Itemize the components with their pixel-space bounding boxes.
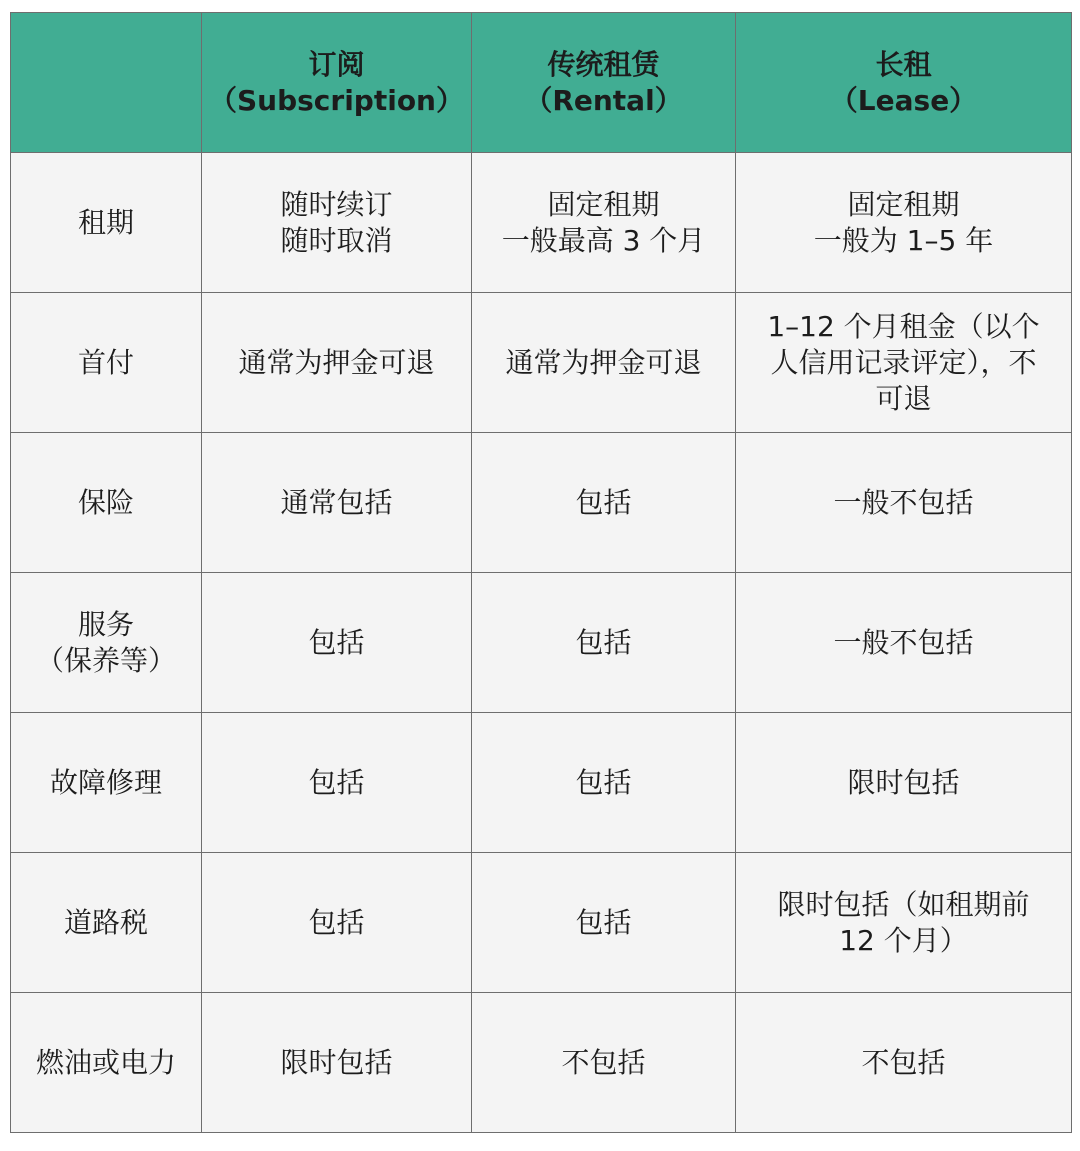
cell-subscription [202, 853, 472, 993]
cell-subscription [202, 293, 472, 433]
row-label-cell [11, 573, 202, 713]
header-rental-name: 传统租赁 [547, 47, 660, 81]
cell-subscription [202, 573, 472, 713]
cell-text: 固定租期 [847, 187, 960, 221]
cell-lease [736, 573, 1072, 713]
header-rental [472, 13, 736, 153]
row-label-cell [11, 153, 202, 293]
cell-text: 通常为押金可退 [238, 345, 435, 379]
cell-text: 一般为 1–5 年 [813, 223, 994, 257]
row-label-text: 首付 [77, 345, 134, 379]
table-header [11, 13, 1072, 153]
cell-text: 随时续订 [280, 187, 393, 221]
header-lease [736, 13, 1072, 153]
row-label-text: 保险 [77, 485, 134, 519]
cell-lease [736, 293, 1072, 433]
header-subscription [202, 13, 472, 153]
cell-text: 限时包括 [847, 765, 960, 799]
cell-text: 人信用记录评定），不 [770, 345, 1037, 379]
cell-text: 一般不包括 [833, 625, 974, 659]
cell-rental [472, 573, 736, 713]
cell-text: 不包括 [861, 1045, 946, 1079]
row-label-text: 故障修理 [49, 765, 162, 799]
cell-subscription [202, 153, 472, 293]
cell-text: 一般不包括 [833, 485, 974, 519]
cell-lease [736, 433, 1072, 573]
cell-text: 1–12 个月租金（以个 [767, 309, 1040, 343]
cell-rental [472, 853, 736, 993]
table-row-service [11, 573, 1072, 713]
header-lease-name: 长租 [875, 47, 932, 81]
row-label-cell [11, 993, 202, 1133]
table-body [11, 153, 1072, 1133]
cell-text: 通常为押金可退 [505, 345, 702, 379]
header-lease-english: （Lease） [829, 83, 978, 117]
cell-lease [736, 713, 1072, 853]
header-corner-cell [11, 13, 202, 153]
header-rental-english: （Rental） [524, 83, 683, 117]
cell-text: 包括 [575, 625, 632, 659]
cell-subscription [202, 433, 472, 573]
cell-rental [472, 433, 736, 573]
cell-text: 包括 [308, 905, 365, 939]
comparison-table [10, 12, 1072, 1133]
row-label-text: 道路税 [63, 905, 148, 939]
cell-text: 随时取消 [280, 223, 393, 257]
row-label-text: 燃油或电力 [35, 1045, 176, 1079]
cell-subscription [202, 993, 472, 1133]
row-label-cell [11, 293, 202, 433]
table-row-repair [11, 713, 1072, 853]
cell-text: 固定租期 [547, 187, 660, 221]
row-label-cell [11, 433, 202, 573]
cell-text: 包括 [575, 905, 632, 939]
cell-text: 12 个月） [839, 923, 968, 957]
table-row-insurance [11, 433, 1072, 573]
cell-lease [736, 853, 1072, 993]
row-label-text: 服务 [77, 607, 134, 641]
cell-rental [472, 993, 736, 1133]
cell-text: 包括 [575, 765, 632, 799]
cell-rental [472, 713, 736, 853]
cell-subscription [202, 713, 472, 853]
cell-text: 一般最高 3 个月 [501, 223, 706, 257]
cell-rental [472, 153, 736, 293]
cell-text: 包括 [575, 485, 632, 519]
cell-text: 通常包括 [280, 485, 393, 519]
header-subscription-name: 订阅 [308, 47, 365, 81]
row-label-text: 租期 [77, 205, 134, 239]
cell-lease [736, 993, 1072, 1133]
cell-text: 包括 [308, 625, 365, 659]
cell-text: 限时包括 [280, 1045, 393, 1079]
cell-lease [736, 153, 1072, 293]
cell-text: 可退 [875, 381, 932, 415]
table-row-fuel-or-power [11, 993, 1072, 1133]
header-subscription-english: （Subscription） [208, 83, 464, 117]
cell-text: 包括 [308, 765, 365, 799]
table-row-down-payment [11, 293, 1072, 433]
table-row-lease-term [11, 153, 1072, 293]
row-label-cell [11, 713, 202, 853]
row-label-cell [11, 853, 202, 993]
cell-rental [472, 293, 736, 433]
cell-text: 不包括 [561, 1045, 646, 1079]
row-label-text: （保养等） [35, 643, 176, 677]
header-row [11, 13, 1072, 153]
cell-text: 限时包括（如租期前 [777, 887, 1030, 921]
table-row-road-tax [11, 853, 1072, 993]
